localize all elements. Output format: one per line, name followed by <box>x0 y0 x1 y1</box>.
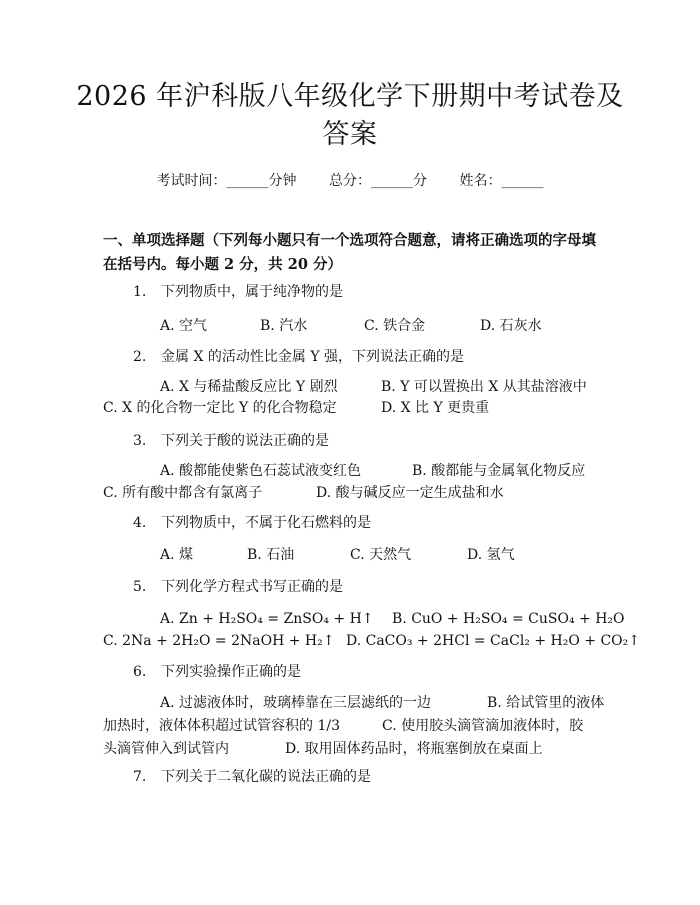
title-line-2: 答案 <box>322 119 378 150</box>
question-3 <box>133 431 329 451</box>
student-name: 姓名：______ <box>459 173 544 189</box>
section-heading: 一、单项选择题（下列每小题只有一个选项符合题意，请将正确选项的字母填在括号内。每小题 2 分，共 20 分） <box>103 232 596 273</box>
option-a: A. 酸都能使紫色石蕊试液变红色 <box>160 463 362 479</box>
question-number: 6. <box>133 664 147 680</box>
question-text: 下列化学方程式书写正确的是 <box>161 579 343 595</box>
question-number: 3. <box>133 433 147 449</box>
exam-time: 考试时间：______分钟 <box>156 173 297 189</box>
question-text: 下列关于二氧化碳的说法正确的是 <box>161 769 371 785</box>
option-c: C. 铁合金 <box>364 318 426 334</box>
exam-info <box>0 170 700 190</box>
option-b: B. CuO + H₂SO₄ = CuSO₄ + H₂O <box>392 611 625 627</box>
option-b: B. 石油 <box>247 547 295 563</box>
question-number: 7. <box>133 769 147 785</box>
option-a: A. 空气 <box>160 318 208 334</box>
question-number: 5. <box>133 579 147 595</box>
page-title <box>60 78 640 154</box>
option-d: D. X 比 Y 更贵重 <box>381 400 490 416</box>
question-6 <box>133 662 301 682</box>
option-d: D. 氢气 <box>467 547 515 563</box>
option-a: A. 煤 <box>160 547 194 563</box>
option-c: C. 天然气 <box>350 547 412 563</box>
question-6-options-line-2: 加热时，液体体积超过试管容积的 1/3 C. 使用胶头滴管滴加液体时，胶 <box>103 718 584 734</box>
question-6-options-line-1: A. 过滤液体时，玻璃棒靠在三层滤纸的一边 B. 给试管里的液体 <box>160 695 605 711</box>
title-line-1: 2026 年沪科版八年级化学下册期中考试卷及 <box>76 81 624 112</box>
question-text: 下列实验操作正确的是 <box>161 664 301 680</box>
question-number: 4. <box>133 515 147 531</box>
question-1 <box>133 282 343 302</box>
option-b: B. Y 可以置换出 X 从其盐溶液中 <box>381 379 587 395</box>
option-d: D. 酸与碱反应一定生成盐和水 <box>316 485 504 501</box>
option-a: A. Zn + H₂SO₄ = ZnSO₄ + H↑ <box>160 611 374 627</box>
option-b: B. 汽水 <box>260 318 308 334</box>
question-6-options-line-3: 头滴管伸入到试管内 D. 取用固体药品时，将瓶塞倒放在桌面上 <box>103 741 543 757</box>
question-4 <box>133 513 371 533</box>
question-text: 金属 X 的活动性比金属 Y 强，下列说法正确的是 <box>161 349 465 365</box>
question-5 <box>133 577 343 597</box>
question-2 <box>133 347 464 367</box>
option-c: C. 所有酸中都含有氯离子 <box>103 485 263 501</box>
exam-total-score: 总分：______分 <box>329 173 427 189</box>
option-c: C. 2Na + 2H₂O = 2NaOH + H₂↑ <box>103 633 335 649</box>
option-c: C. X 的化合物一定比 Y 的化合物稳定 <box>103 400 337 416</box>
option-d: D. 石灰水 <box>480 318 542 334</box>
option-b: B. 酸都能与金属氧化物反应 <box>412 463 586 479</box>
option-d: D. CaCO₃ + 2HCl = CaCl₂ + H₂O + CO₂↑ <box>346 633 641 649</box>
question-number: 2. <box>133 349 147 365</box>
question-number: 1. <box>133 284 147 300</box>
question-text: 下列物质中，属于纯净物的是 <box>161 284 343 300</box>
question-text: 下列关于酸的说法正确的是 <box>161 433 329 449</box>
question-7 <box>133 767 371 787</box>
option-a: A. X 与稀盐酸反应比 Y 剧烈 <box>160 379 338 395</box>
question-text: 下列物质中，不属于化石燃料的是 <box>161 515 371 531</box>
